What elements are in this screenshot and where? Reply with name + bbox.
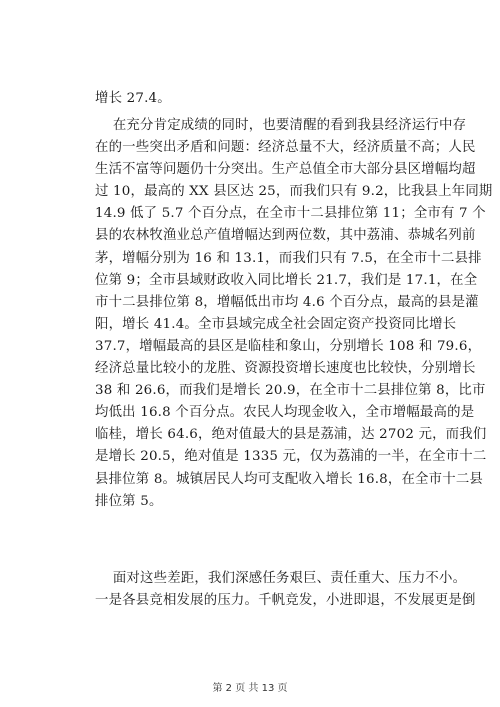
text-line: 均低出 16.8 个百分点。农民人均现金收入，全市增幅最高的是 [95,405,475,421]
paragraph-problems [95,115,493,513]
text-line: 在充分肯定成绩的同时，也要清醒的看到我县经济运行中存 [95,118,467,133]
text-line: 是增长 20.5，绝对值是 1335 元，仅为荔浦的一半，在全市十二 [95,449,487,465]
text-line: 面对这些差距，我们深感任务艰巨、责任重大、压力不小。 [95,571,467,586]
text-line: 一是各县竞相发展的压力。千帆竞发，小进即退，不发展更是倒 [95,593,476,609]
text-line: 阳，增长 41.4。全市县域完成全社会固定资产投资同比增长 [95,316,457,332]
text-line: 经济总量比较小的龙胜、资源投资增长速度也比较快，分别增长 [95,361,476,377]
text-line: 过 10，最高的 XX 县区达 25，而我们只有 9.2，比我县上年同期 [95,184,493,200]
text-line: 14.9 低了 5.7 个百分点，在全市十二县排位第 11；全市有 7 个 [95,206,486,222]
text-line: 茅，增幅分别为 16 和 13.1，而我们只有 7.5，在全市十二县排 [95,250,482,266]
text-line: 市十二县排位第 8，增幅低出市均 4.6 个百分点，最高的县是灌 [95,294,479,310]
paragraph-gaps [95,568,476,612]
text-line: 临桂，增长 64.6，绝对值最大的县是荔浦，达 2702 元，而我们 [95,427,487,443]
text-line: 排位第 5。 [95,493,163,509]
page-footer: 第 2 页 共 13 页 [212,683,288,694]
text-line: 位第 9；全市县域财政收入同比增长 21.7，我们是 17.1，在全 [95,272,478,288]
text-line: 37.7，增幅最高的县区是临桂和象山，分别增长 108 和 79.6， [95,338,482,354]
text-line: 增长 27.4。 [95,91,171,106]
text-line: 在的一些突出矛盾和问题：经济总量不大，经济质量不高；人民 [95,140,476,156]
text-line: 县的农林牧渔业总产值增幅达到两位数，其中荔浦、恭城名列前 [95,228,476,244]
text-line: 生活不富等问题仍十分突出。生产总值全市大部分县区增幅均超 [95,162,476,178]
text-line: 县排位第 8。城镇居民人均可支配收入增长 16.8，在全市十二县 [95,471,484,487]
paragraph-intro [95,88,432,110]
text-line: 38 和 26.6，而我们是增长 20.9，在全市十二县排位第 8，比市 [95,383,486,399]
